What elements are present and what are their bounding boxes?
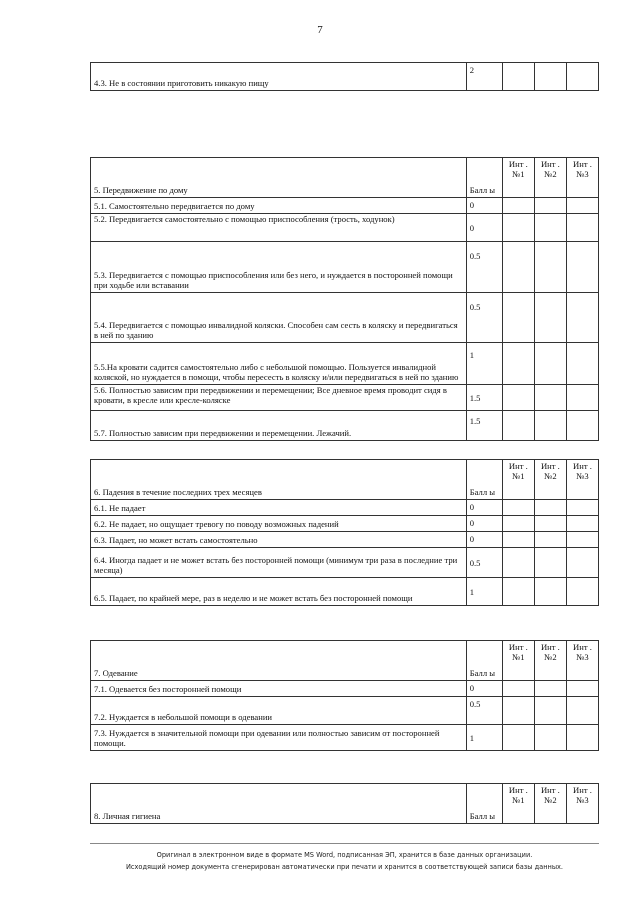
- int3-cell[interactable]: [566, 63, 598, 91]
- row-score: 1: [466, 343, 502, 385]
- int1-cell[interactable]: [502, 548, 534, 578]
- row-score: 0: [466, 532, 502, 548]
- int3-column-header: Инт . №3: [566, 784, 598, 824]
- table-header-row: [91, 460, 599, 500]
- int3-cell[interactable]: [566, 500, 598, 516]
- int1-cell[interactable]: [502, 293, 534, 343]
- table-section-5: [90, 157, 599, 441]
- int3-cell[interactable]: [566, 242, 598, 293]
- int2-cell[interactable]: [534, 63, 566, 91]
- int1-cell[interactable]: [502, 516, 534, 532]
- int1-cell[interactable]: [502, 725, 534, 751]
- table-row: [91, 516, 599, 532]
- table-row: [91, 293, 599, 343]
- table-row: [91, 532, 599, 548]
- int1-cell[interactable]: [502, 63, 534, 91]
- row-text: 5.2. Передвигается самостоятельно с помощью приспособления (трость, ходунок): [91, 214, 467, 242]
- int2-cell[interactable]: [534, 516, 566, 532]
- footer-line-2: Исходящий номер документа сгенерирован автоматически при печати и хранится в соответствующей записи базы данных.: [125, 863, 564, 871]
- row-text: 6.3. Падает, но может встать самостоятельно: [91, 532, 467, 548]
- table-row: [91, 242, 599, 293]
- row-score: 1: [466, 578, 502, 606]
- int1-cell[interactable]: [502, 578, 534, 606]
- table-section-7: [90, 640, 599, 751]
- row-score: 1.5: [466, 385, 502, 411]
- int3-cell[interactable]: [566, 532, 598, 548]
- row-text: 5.4. Передвигается с помощью инвалидной коляски. Способен сам сесть в коляску и передвигаться в ней по зданию: [91, 293, 467, 343]
- page-number: 7: [317, 24, 323, 36]
- row-score: 0: [466, 198, 502, 214]
- table-section-4-continued: [90, 62, 599, 91]
- int2-column-header: Инт . №2: [534, 641, 566, 681]
- int2-cell[interactable]: [534, 578, 566, 606]
- int2-cell[interactable]: [534, 293, 566, 343]
- score-column-header: Балл ы: [466, 158, 502, 198]
- row-text: 5.5.На кровати садится самостоятельно либо с небольшой помощью. Пользуется инвалидной коляской, но нуждается в помощи, чтобы пересесть в коляску и/или передвигаться в ней по зданию: [91, 343, 467, 385]
- table-row: [91, 343, 599, 385]
- int2-cell[interactable]: [534, 681, 566, 697]
- int3-cell[interactable]: [566, 214, 598, 242]
- row-text: 5.6. Полностью зависим при передвижении и перемещении; Все дневное время проводит сидя в кровати, в кресле или кресле-коляске: [91, 385, 467, 411]
- int1-cell[interactable]: [502, 500, 534, 516]
- table-row: [91, 63, 599, 91]
- row-text: 7.3. Нуждается в значительной помощи при одевании или полностью зависим от посторонней помощи.: [91, 725, 467, 751]
- int2-cell[interactable]: [534, 214, 566, 242]
- page-footer: [90, 843, 599, 873]
- score-column-header: Балл ы: [466, 784, 502, 824]
- table-row: [91, 214, 599, 242]
- int3-cell[interactable]: [566, 198, 598, 214]
- int2-column-header: Инт . №2: [534, 784, 566, 824]
- row-score: 0.5: [466, 697, 502, 725]
- table-header-row: [91, 158, 599, 198]
- row-text: 6.1. Не падает: [91, 500, 467, 516]
- int3-cell[interactable]: [566, 681, 598, 697]
- row-text: 5.1. Самостоятельно передвигается по дому: [91, 198, 467, 214]
- section-title: 7. Одевание: [91, 641, 467, 681]
- int1-cell[interactable]: [502, 214, 534, 242]
- table-row: [91, 198, 599, 214]
- table-row: [91, 697, 599, 725]
- table-section-6: [90, 459, 599, 606]
- row-text: 7.2. Нуждается в небольшой помощи в одевании: [91, 697, 467, 725]
- table-section-8: [90, 783, 599, 824]
- table-header-row: [91, 784, 599, 824]
- int2-cell[interactable]: [534, 548, 566, 578]
- int3-cell[interactable]: [566, 411, 598, 441]
- row-score: 0: [466, 214, 502, 242]
- row-score: 1.5: [466, 411, 502, 441]
- row-score: 0.5: [466, 293, 502, 343]
- int1-cell[interactable]: [502, 697, 534, 725]
- int3-cell[interactable]: [566, 516, 598, 532]
- int3-column-header: Инт . №3: [566, 158, 598, 198]
- int2-cell[interactable]: [534, 385, 566, 411]
- table-header-row: [91, 641, 599, 681]
- int3-cell[interactable]: [566, 385, 598, 411]
- row-text: 5.3. Передвигается с помощью приспособления или без него, и нуждается в посторонней помощи при ходьбе или вставании: [91, 242, 467, 293]
- int3-cell[interactable]: [566, 548, 598, 578]
- int2-cell[interactable]: [534, 242, 566, 293]
- table-row: [91, 578, 599, 606]
- section-title: 8. Личная гигиена: [91, 784, 467, 824]
- int2-cell[interactable]: [534, 532, 566, 548]
- int1-cell[interactable]: [502, 681, 534, 697]
- int1-cell[interactable]: [502, 385, 534, 411]
- int1-cell[interactable]: [502, 242, 534, 293]
- row-score: 0.5: [466, 242, 502, 293]
- int1-column-header: Инт . №1: [502, 158, 534, 198]
- table-row: [91, 681, 599, 697]
- table-row: [91, 385, 599, 411]
- table-row: [91, 411, 599, 441]
- table-row: [91, 548, 599, 578]
- int2-cell[interactable]: [534, 343, 566, 385]
- int3-column-header: Инт . №3: [566, 641, 598, 681]
- table-row: [91, 725, 599, 751]
- int1-column-header: Инт . №1: [502, 641, 534, 681]
- int2-cell[interactable]: [534, 725, 566, 751]
- int2-cell[interactable]: [534, 697, 566, 725]
- int1-column-header: Инт . №1: [502, 784, 534, 824]
- int2-cell[interactable]: [534, 500, 566, 516]
- int3-cell[interactable]: [566, 725, 598, 751]
- section-title: 6. Падения в течение последних трех месяцев: [91, 460, 467, 500]
- int2-cell[interactable]: [534, 198, 566, 214]
- row-score: 2: [466, 63, 502, 91]
- row-text: 6.2. Не падает, но ощущает тревогу по поводу возможных падений: [91, 516, 467, 532]
- row-text: 4.3. Не в состоянии приготовить никакую пищу: [91, 63, 467, 91]
- section-title: 5. Передвижение по дому: [91, 158, 467, 198]
- int3-cell[interactable]: [566, 697, 598, 725]
- row-score: 0: [466, 681, 502, 697]
- row-text: 5.7. Полностью зависим при передвижении и перемещении. Лежачий.: [91, 411, 467, 441]
- int1-cell[interactable]: [502, 532, 534, 548]
- int3-cell[interactable]: [566, 293, 598, 343]
- row-text: 6.4. Иногда падает и не может встать без посторонней помощи (минимум три раза в последние три месяца): [91, 548, 467, 578]
- row-score: 0: [466, 500, 502, 516]
- int3-cell[interactable]: [566, 343, 598, 385]
- row-text: 6.5. Падает, по крайней мере, раз в неделю и не может встать без посторонней помощи: [91, 578, 467, 606]
- score-column-header: Балл ы: [466, 641, 502, 681]
- int1-column-header: Инт . №1: [502, 460, 534, 500]
- int2-column-header: Инт . №2: [534, 158, 566, 198]
- row-text: 7.1. Одевается без посторонней помощи: [91, 681, 467, 697]
- table-row: [91, 500, 599, 516]
- int1-cell[interactable]: [502, 343, 534, 385]
- int3-cell[interactable]: [566, 578, 598, 606]
- int1-cell[interactable]: [502, 198, 534, 214]
- row-score: 0: [466, 516, 502, 532]
- row-score: 1: [466, 725, 502, 751]
- score-column-header: Балл ы: [466, 460, 502, 500]
- footer-line-1: Оригинал в электронном виде в формате MS Word, подписанная ЭП, хранится в базе данных организации.: [156, 851, 533, 859]
- int1-cell[interactable]: [502, 411, 534, 441]
- int2-column-header: Инт . №2: [534, 460, 566, 500]
- int2-cell[interactable]: [534, 411, 566, 441]
- int3-column-header: Инт . №3: [566, 460, 598, 500]
- row-score: 0.5: [466, 548, 502, 578]
